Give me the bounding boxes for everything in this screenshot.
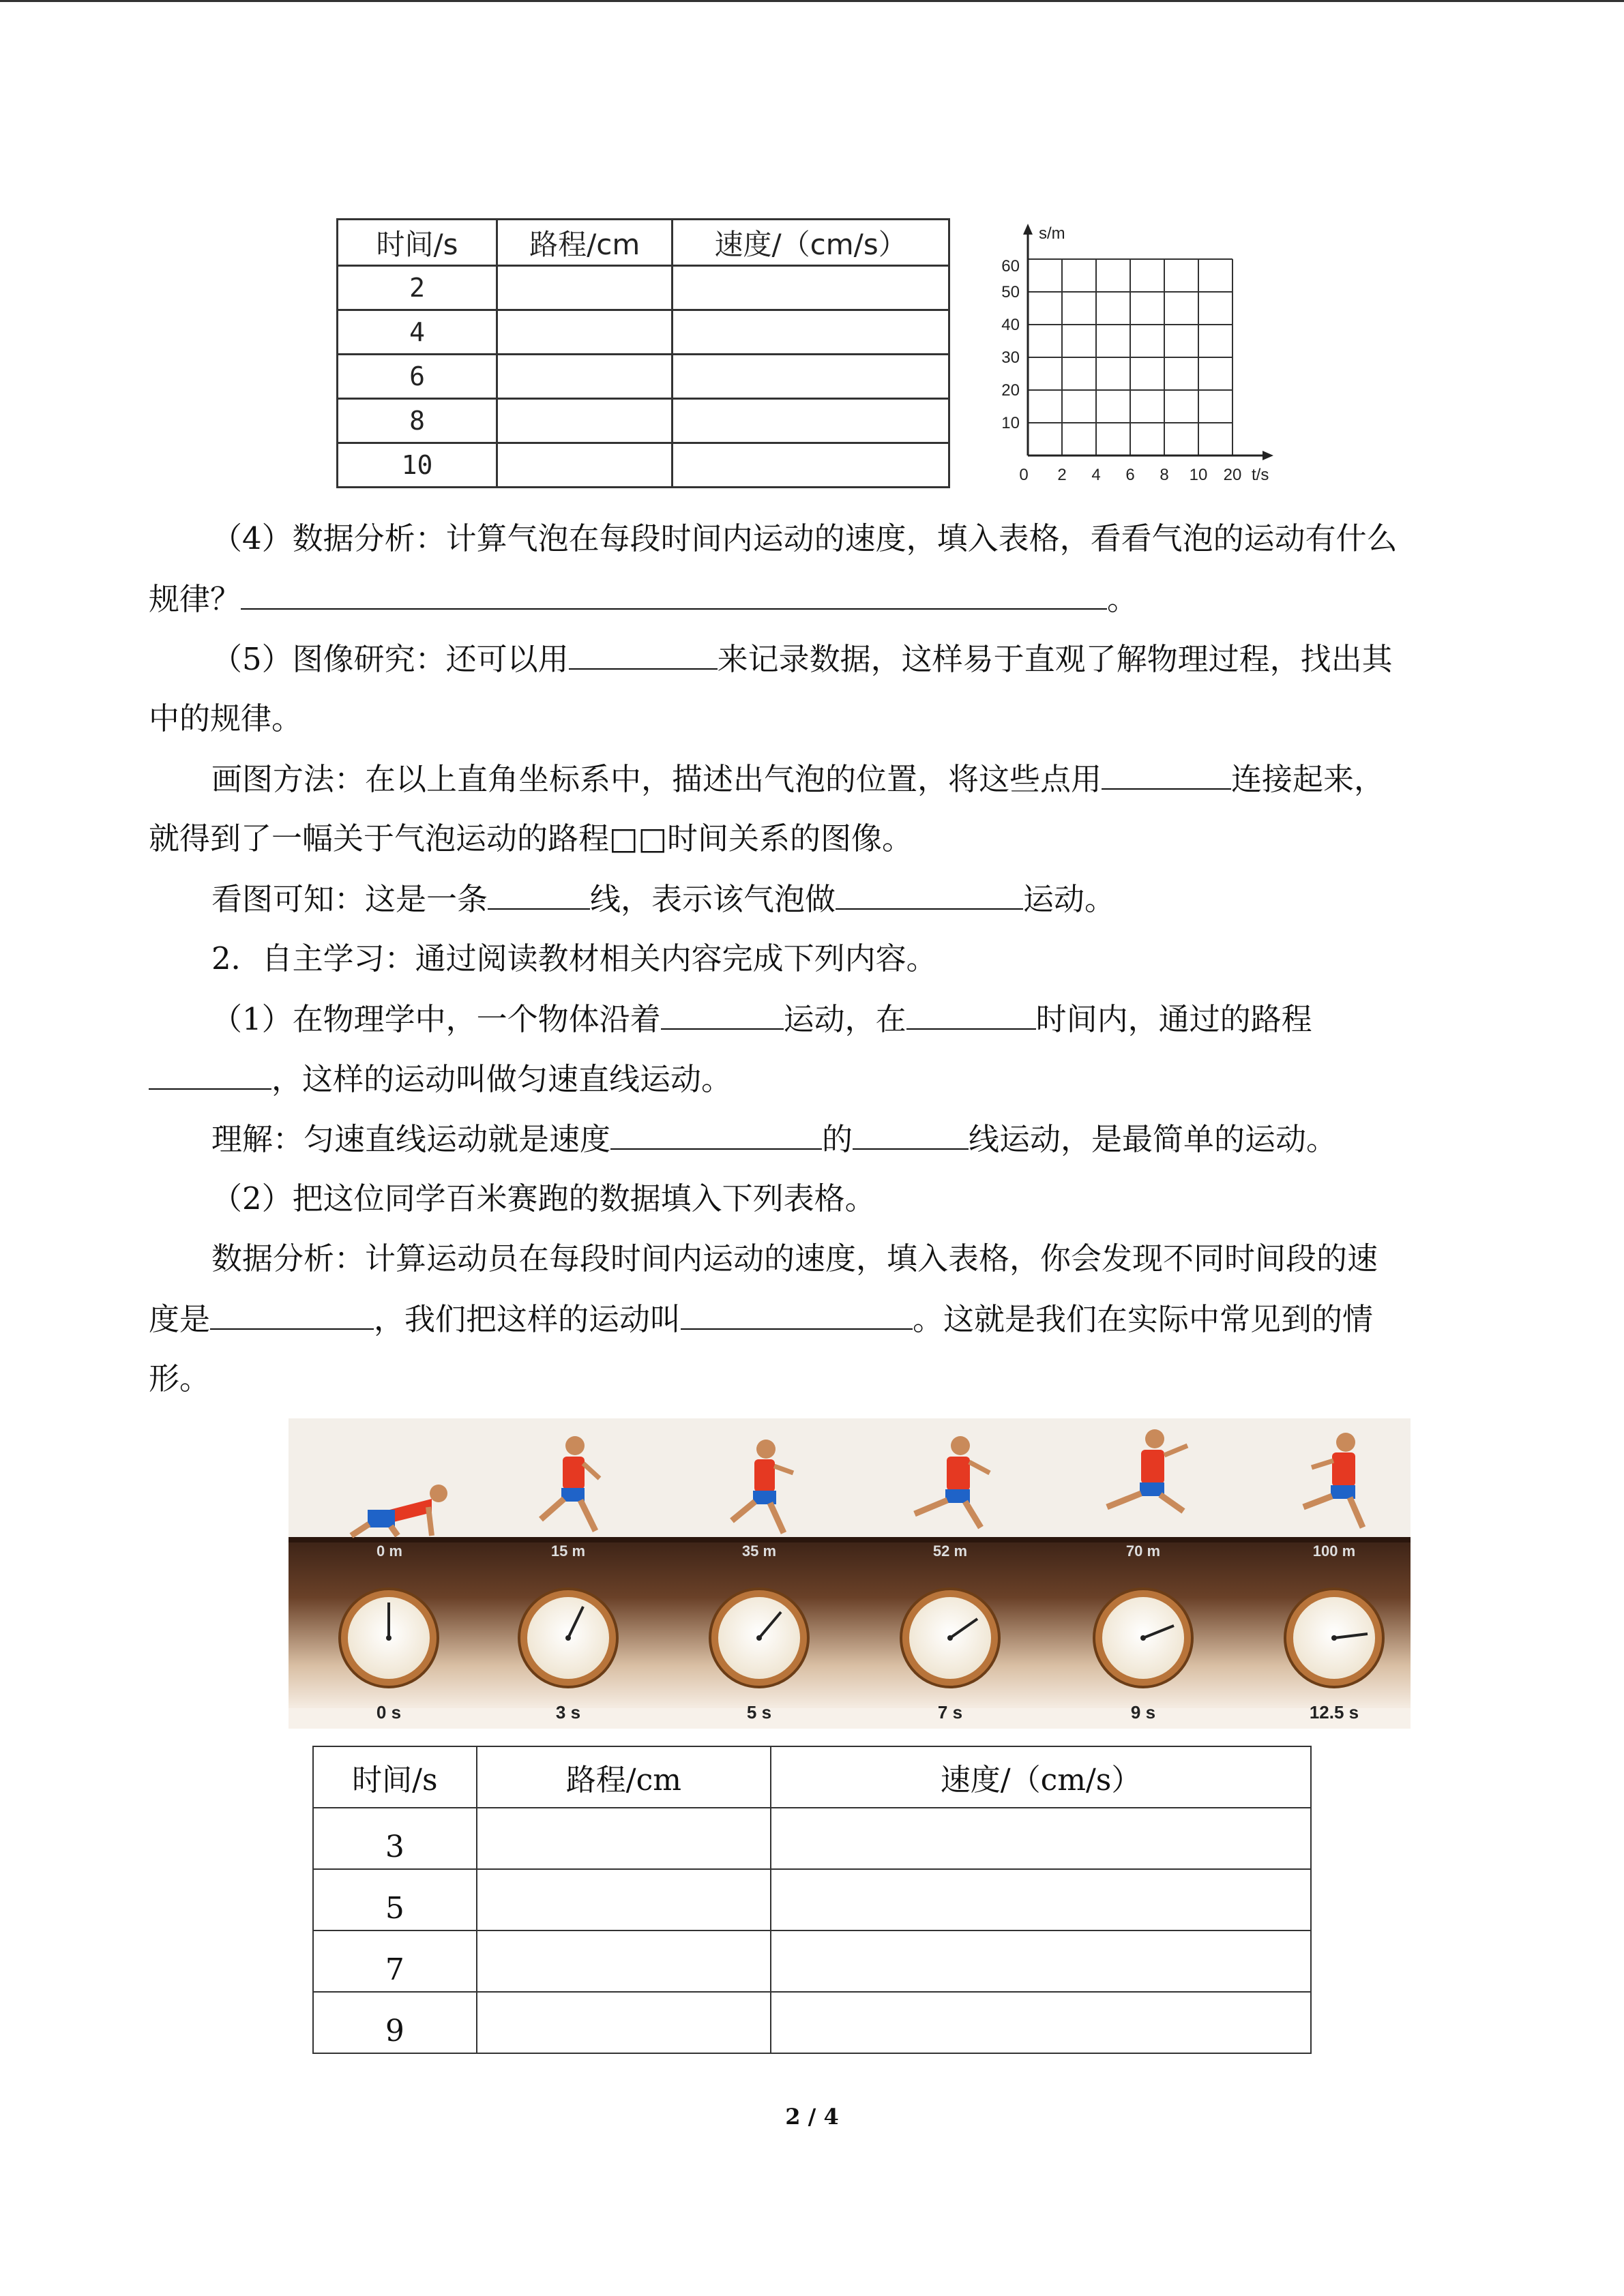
question-5-line-2: 中的规律。 (149, 700, 303, 736)
section-2-heading: 2．自主学习：通过阅读教材相关内容完成下列内容。 (211, 940, 937, 976)
x-axis-label: t/s (1252, 466, 1269, 484)
definition-line-1: （1）在物理学中，一个物体沿着 运动，在 时间内，通过的路程 (211, 998, 1312, 1040)
table1-speed-cell[interactable] (673, 266, 949, 310)
distance-label: 0 m (377, 1542, 402, 1560)
understanding-line: 理解：匀速直线运动就是速度 的 线运动，是最简单的运动。 (211, 1118, 1337, 1160)
table1-header-distance: 路程/cm (497, 220, 673, 266)
table1-time-cell: 10 (338, 443, 497, 488)
table1-speed-cell[interactable] (673, 355, 949, 399)
table1-time-cell: 4 (338, 310, 497, 355)
table1-time-cell: 8 (338, 399, 497, 443)
table1-time-cell: 2 (338, 266, 497, 310)
stopwatch-icon (519, 1589, 617, 1687)
answer-blank[interactable] (488, 878, 590, 910)
graph-axes (1028, 230, 1265, 456)
race-sequence-illustration (289, 1418, 1411, 1729)
draw-method-line-1: 画图方法：在以上直角坐标系中，描述出气泡的位置，将这些点用 连接起来， (211, 758, 1385, 800)
stopwatch-icon (710, 1589, 808, 1687)
answer-blank[interactable] (681, 1298, 913, 1330)
table2-speed-cell[interactable] (771, 1869, 1311, 1930)
table2-header-speed: 速度/（cm/s） (771, 1746, 1311, 1808)
answer-blank[interactable] (661, 998, 784, 1030)
table1-distance-cell[interactable] (497, 310, 673, 355)
answer-blank[interactable] (569, 638, 718, 670)
y-tick-label: 30 (1001, 348, 1020, 367)
table2-header-time: 时间/s (313, 1746, 477, 1808)
distance-label: 52 m (932, 1542, 968, 1560)
x-tick-label: 8 (1160, 466, 1169, 484)
x-tick-label: 0 (1019, 466, 1029, 484)
question-4-line-1: （4）数据分析：计算气泡在每段时间内运动的速度，填入表格，看看气泡的运动有什么 (211, 520, 1398, 556)
time-label: 12.5 s (1309, 1702, 1359, 1723)
table1-speed-cell[interactable] (673, 399, 949, 443)
data-analysis-line-1: 数据分析：计算运动员在每段时间内运动的速度，填入表格，你会发现不同时间段的速 (211, 1240, 1378, 1277)
data-analysis-line-2: 度是 ，我们把这样的运动叫 。这就是我们在实际中常见到的情 (149, 1298, 1373, 1340)
time-label: 0 s (376, 1702, 402, 1723)
question-5-line-1: （5）图像研究：还可以用 来记录数据，这样易于直观了解物理过程，找出其 (211, 638, 1393, 680)
time-label: 3 s (555, 1702, 581, 1723)
table2-distance-cell[interactable] (477, 1869, 771, 1930)
answer-blank[interactable] (1102, 758, 1231, 790)
table2-time-cell: 3 (313, 1808, 477, 1869)
data-analysis-line-3: 形。 (149, 1360, 211, 1397)
x-tick-label: 10 (1189, 466, 1208, 484)
blank-coordinate-grid (992, 217, 1293, 490)
table2-speed-cell[interactable] (771, 1808, 1311, 1869)
answer-blank[interactable] (149, 1058, 271, 1090)
time-label: 7 s (937, 1702, 963, 1723)
table2-header-distance: 路程/cm (477, 1746, 771, 1808)
answer-blank[interactable] (906, 998, 1036, 1030)
race-data-table (312, 1746, 1312, 2054)
distance-label: 35 m (741, 1542, 777, 1560)
x-tick-label: 4 (1091, 466, 1101, 484)
time-label: 5 s (746, 1702, 772, 1723)
distance-label: 100 m (1312, 1542, 1356, 1560)
x-axis-arrow-icon (1263, 451, 1273, 460)
distance-label: 70 m (1125, 1542, 1161, 1560)
table2-time-cell: 5 (313, 1869, 477, 1930)
answer-blank[interactable] (241, 578, 1107, 610)
table1-time-cell: 6 (338, 355, 497, 399)
y-axis-label: s/m (1039, 224, 1065, 243)
y-axis-arrow-icon (1023, 224, 1033, 235)
table2-distance-cell[interactable] (477, 1992, 771, 2053)
question-4-line-2: 规律？ 。 (149, 578, 1138, 620)
x-tick-label: 6 (1125, 466, 1135, 484)
x-tick-label: 2 (1057, 466, 1067, 484)
answer-blank[interactable] (210, 1298, 374, 1330)
y-tick-label: 10 (1001, 414, 1020, 432)
answer-blank[interactable] (853, 1118, 969, 1150)
stopwatch-icon (340, 1589, 438, 1687)
table1-speed-cell[interactable] (673, 443, 949, 488)
table1-distance-cell[interactable] (497, 355, 673, 399)
answer-blank[interactable] (610, 1118, 822, 1150)
definition-line-2: ，这样的运动叫做匀速直线运动。 (149, 1058, 732, 1100)
table2-time-cell: 7 (313, 1930, 477, 1992)
time-label: 9 s (1130, 1702, 1156, 1723)
distance-label: 15 m (550, 1542, 586, 1560)
observation-line: 看图可知：这是一条 线，表示该气泡做 运动。 (211, 878, 1115, 920)
answer-blank[interactable] (836, 878, 1023, 910)
table1-distance-cell[interactable] (497, 443, 673, 488)
y-tick-label: 40 (1001, 316, 1020, 334)
stopwatch-icon (1094, 1589, 1192, 1687)
table2-distance-cell[interactable] (477, 1808, 771, 1869)
table1-header-speed: 速度/（cm/s） (673, 220, 949, 266)
y-tick-label: 60 (1001, 257, 1020, 275)
table1-header-time: 时间/s (338, 220, 497, 266)
table1-distance-cell[interactable] (497, 399, 673, 443)
draw-method-line-2: 就得到了一幅关于气泡运动的路程□□时间关系的图像。 (149, 820, 913, 856)
page-number: 2 / 4 (785, 2104, 839, 2130)
table1-speed-cell[interactable] (673, 310, 949, 355)
x-tick-label: 20 (1223, 466, 1242, 484)
table2-speed-cell[interactable] (771, 1992, 1311, 2053)
stopwatch-icon (1285, 1589, 1383, 1687)
bubble-data-table (336, 218, 950, 488)
table2-speed-cell[interactable] (771, 1930, 1311, 1992)
y-tick-label: 20 (1001, 381, 1020, 400)
y-tick-label: 50 (1001, 283, 1020, 301)
question-2-line: （2）把这位同学百米赛跑的数据填入下列表格。 (211, 1180, 876, 1217)
top-border-line (0, 0, 1624, 2)
table2-time-cell: 9 (313, 1992, 477, 2053)
table2-distance-cell[interactable] (477, 1930, 771, 1992)
table1-distance-cell[interactable] (497, 266, 673, 310)
stopwatch-icon (901, 1589, 999, 1687)
